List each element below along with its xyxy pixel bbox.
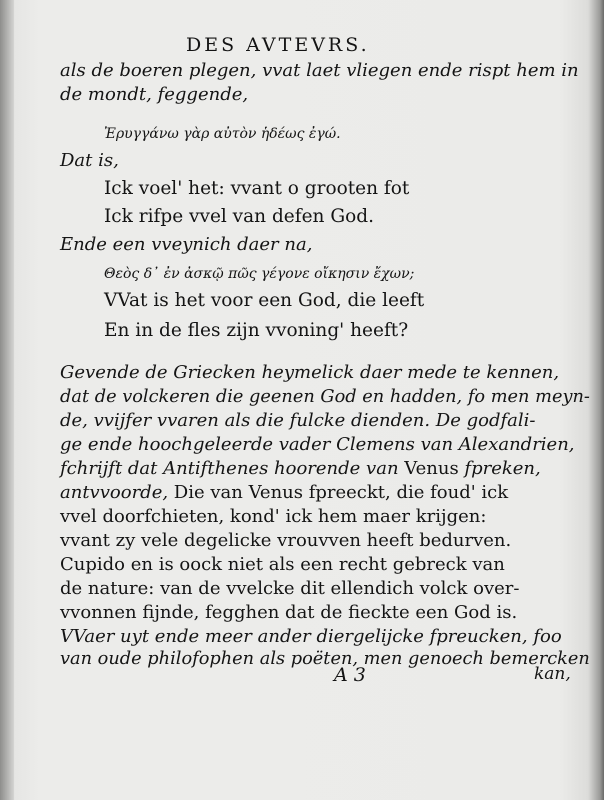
para-line-8: vvant zy vele degelicke vrouvven heeft bedurven.	[60, 530, 512, 551]
greek-quote-1: Ἐρυγγάνω γὰρ αὐτὸν ἡδέως ἐγώ.	[104, 126, 341, 142]
page-gutter	[0, 0, 14, 800]
para-line-5-venus: Venus	[404, 458, 459, 479]
verse-line-2: Ick rifpe vvel van defen God.	[104, 206, 374, 227]
para-line-7: vvel doorfchieten, kond' ick hem maer krijgen:	[60, 506, 487, 527]
verse-line-1: Ick voel' het: vvant o grooten fot	[104, 178, 410, 199]
para-line-6-a: antvvoorde,	[60, 482, 174, 503]
text-line-dat-is: Dat is,	[60, 150, 119, 171]
para-line-11: vvonnen fijnde, fegghen dat de fieckte een God is.	[60, 602, 518, 623]
para-line-10: de nature: van de vvelcke dit ellendich volck over-	[60, 578, 520, 599]
text-line-2: de mondt, feggende,	[60, 84, 249, 105]
para-line-5-a: fchrijft dat Antifthenes hoorende van	[60, 458, 405, 479]
catchword: kan,	[534, 664, 571, 684]
para-line-6	[60, 482, 508, 503]
para-line-9: Cupido en is oock niet als een recht gebreck van	[60, 554, 505, 575]
verse-line-3: VVat is het voor een God, die leeft	[104, 290, 425, 311]
verse-line-4: En in de fles zijn vvoning' heeft?	[104, 320, 409, 341]
greek-quote-2: Θεὸς δ᾽ ἐν ἀσκῷ πῶς γέγονε οἴκησιν ἔχων;	[104, 266, 415, 282]
signature-mark: A 3	[334, 664, 366, 686]
para-line-13: van oude philofophen als poëten, men genoech bemercken	[60, 648, 590, 669]
para-line-4: ge ende hoochgeleerde vader Clemens van Alexandrien,	[60, 434, 575, 455]
para-line-12: VVaer uyt ende meer ander diergelijcke fpreucken, foo	[60, 626, 562, 647]
para-line-5-c: fpreken,	[458, 458, 541, 479]
para-line-6-b: Die van Venus fpreeckt, die foud' ick	[173, 482, 509, 503]
para-line-5	[60, 458, 541, 479]
para-line-2: dat de volckeren die geenen God en hadden, fo men meyn-	[60, 386, 590, 407]
para-line-1: Gevende de Griecken heymelick daer mede te kennen,	[60, 362, 560, 383]
text-line-1: als de boeren plegen, vvat laet vliegen ende rispt hem in	[60, 60, 579, 81]
text-line-ende: Ende een vveynich daer na,	[60, 234, 313, 255]
running-head: DES AVTEVRS.	[186, 34, 370, 56]
para-line-3: de, vvijfer vvaren als die fulcke dienden. De godfali-	[60, 410, 536, 431]
